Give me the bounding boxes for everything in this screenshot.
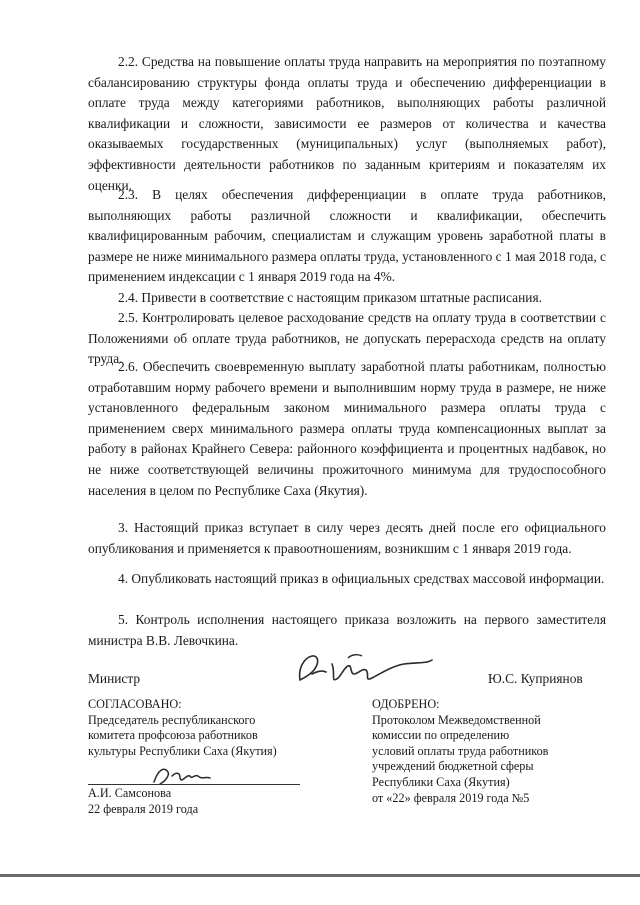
paragraph-2-5: 2.5. Контролировать целевое расходование средств на оплату труда в соответствии с Положениями об оплате труда работников, не допускать перерасхода средств на оплату труда. xyxy=(88,310,606,367)
paragraph-2-6: 2.6. Обеспечить своевременную выплату заработной платы работникам, полностью отработавшим норму рабочего времени и выполнившим норму труда в размере, не ниже установленного федеральным законом минимального размера оплаты труда с применением сверх минимального размера оплаты труда компенсационных выплат за работу в районах Крайнего Севера: районного коэффициента и процентных надбавок, но не ниже соответствующей величины прожиточного минимума для трудоспособного населения в целом по Республике Саха (Якутия). xyxy=(88,359,606,498)
agreed-signer-name: А.И. Самсонова xyxy=(88,786,172,800)
agreed-date: 22 февраля 2019 года xyxy=(88,801,199,816)
paragraph-4: 4. Опубликовать настоящий приказ в официальных средствах массовой информации. xyxy=(118,571,605,586)
minister-title: Министр xyxy=(88,671,141,686)
paragraph-2-2: 2.2. Средства на повышение оплаты труда направить на мероприятия по поэтапному сбалансированию структуры фонда оплаты труда и обеспечению дифференциации в оплате труда между категориями работников, выполняющих работы различной квалификации и сложности, зависимости ее размеров от количества и качества оказываемых государственных (муниципальных) услуг (выполняемых работ), эффективности деятельности работников по заданным критериям и показателям их оценки. xyxy=(88,54,606,193)
paragraph-3: 3. Настоящий приказ вступает в силу через десять дней после его официального опубликования и применяется к правоотношениям, возникшим с 1 января 2019 года. xyxy=(88,520,606,556)
approved-line: Протоколом Межведомственной xyxy=(372,712,541,727)
agreed-line: Председатель республиканского xyxy=(88,712,256,727)
approved-heading: ОДОБРЕНО: xyxy=(372,697,440,711)
approved-line: от «22» февраля 2019 года №5 xyxy=(372,790,530,805)
agreed-signer-block xyxy=(88,786,198,817)
approved-line: Республики Саха (Якутия) xyxy=(372,774,510,789)
paragraph-2-3: 2.3. В целях обеспечения дифференциации в оплате труда работников, выполняющих работы различной сложности и квалификации, обеспечить квалифицированным рабочим, специалистам и служащим уровень заработной платы в размере не ниже минимального размера оплаты труда, установленного с 1 мая 2018 года, с применением индексации с 1 января 2019 года на 4%. xyxy=(88,187,606,285)
agreed-line: комитета профсоюза работников xyxy=(88,728,258,743)
scan-bottom-edge xyxy=(0,874,640,877)
agreed-line: культуры Республики Саха (Якутия) xyxy=(88,743,277,758)
approved-line: условий оплаты труда работников xyxy=(372,743,549,758)
signature-line xyxy=(88,784,300,785)
approved-block xyxy=(372,697,548,806)
minister-name: Ю.С. Куприянов xyxy=(488,671,583,686)
paragraph-5: 5. Контроль исполнения настоящего приказа возложить на первого заместителя министра В.В. Левочкина. xyxy=(88,612,606,648)
approved-line: комиссии по определению xyxy=(372,728,510,743)
agreed-block xyxy=(88,697,277,759)
approved-line: учреждений бюджетной сферы xyxy=(372,759,534,774)
minister-signature xyxy=(292,644,442,690)
agreed-heading: СОГЛАСОВАНО: xyxy=(88,697,182,711)
paragraph-2-4: 2.4. Привести в соответствие с настоящим приказом штатные расписания. xyxy=(118,290,542,305)
